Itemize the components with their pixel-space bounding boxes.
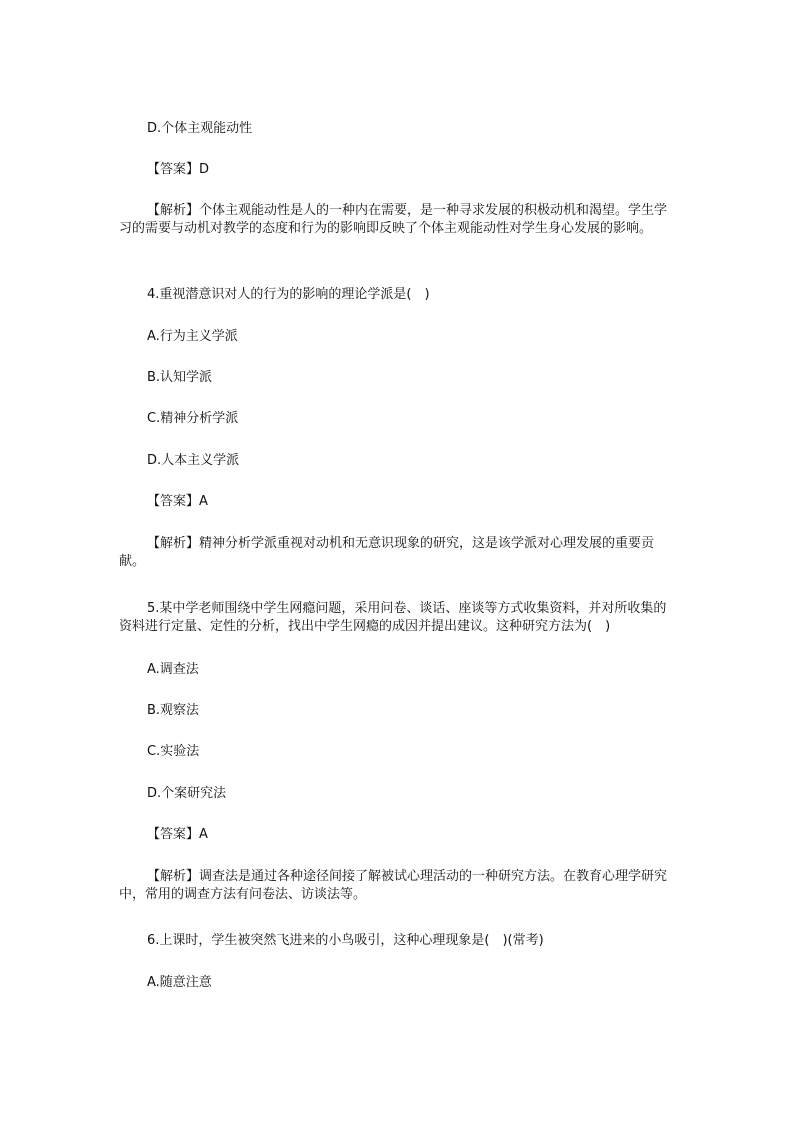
answer-label: 【答案】A — [147, 494, 208, 509]
answer-label: 【答案】D — [147, 162, 210, 177]
analysis-paragraph: 【解析】精神分析学派重视对动机和无意识现象的研究，这是该学派对心理发展的重要贡献。 — [119, 536, 655, 569]
question-4: 4.重视潜意识对人的行为的影响的理论学派是( ) — [147, 287, 430, 302]
option-d-individual-initiative: D.个体主观能动性 — [147, 121, 253, 136]
option-a-behaviorism: A.行为主义学派 — [147, 329, 238, 344]
option-a-voluntary-attention: A.随意注意 — [147, 975, 212, 990]
option-c-psychoanalysis: C.精神分析学派 — [147, 411, 239, 426]
question-5: 5.某中学老师围绕中学生网瘾问题，采用问卷、谈话、座谈等方式收集资料，并对所收集的资料进行定量、定性的分析，找出中学生网瘾的成因并提出建议。这种研究方法为( ) — [119, 601, 667, 634]
option-d-case-study: D.个案研究法 — [147, 786, 227, 801]
answer-label: 【答案】A — [147, 827, 208, 842]
analysis-paragraph: 【解析】调查法是通过各种途径间接了解被试心理活动的一种研究方法。在教育心理学研究中，常用的调查方法有问卷法、访谈法等。 — [119, 869, 668, 902]
option-b-cognitive: B.认知学派 — [147, 370, 213, 385]
option-d-humanism: D.人本主义学派 — [147, 453, 240, 468]
option-b-observation: B.观察法 — [147, 703, 200, 718]
option-c-experiment: C.实验法 — [147, 744, 200, 759]
analysis-paragraph: 【解析】个体主观能动性是人的一种内在需要，是一种寻求发展的积极动机和渴望。学生学习的需要与动机对教学的态度和行为的影响即反映了个体主观能动性对学生身心发展的影响。 — [119, 203, 668, 236]
question-6: 6.上课时，学生被突然飞进来的小鸟吸引，这种心理现象是( )(常考) — [147, 933, 544, 948]
option-a-survey: A.调查法 — [147, 662, 199, 677]
